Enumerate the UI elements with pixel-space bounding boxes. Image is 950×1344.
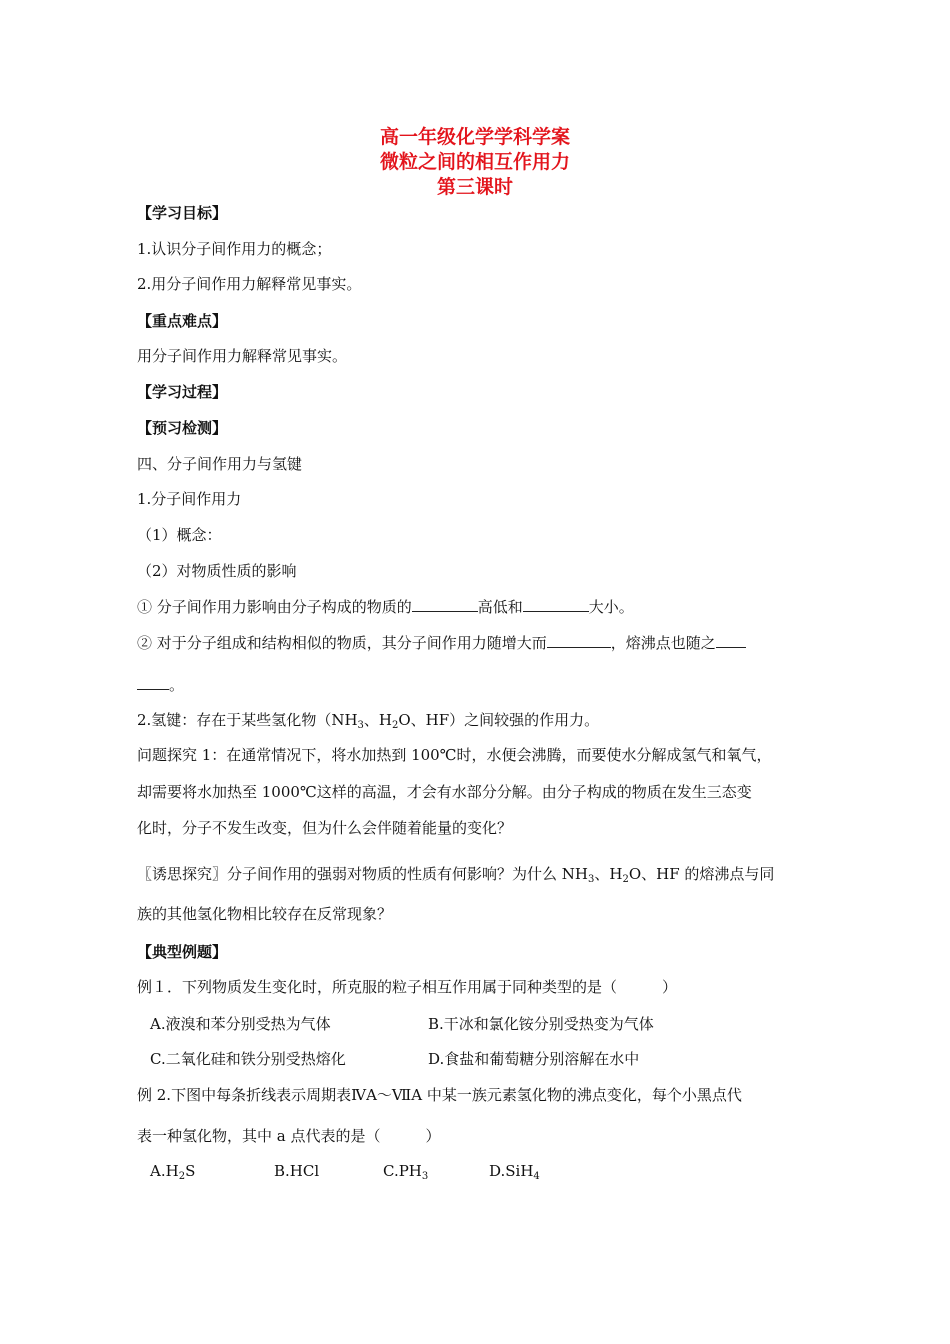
subscript: 2 xyxy=(392,720,399,731)
example-1: 例１．下列物质发生变化时，所克服的粒子相互作用属于同种类型的是（ ） xyxy=(137,978,678,996)
fill-a-mid: 高低和 xyxy=(477,598,523,616)
item-1: 1.分子间作用力 xyxy=(137,490,242,508)
option-2b: B.HCl xyxy=(274,1162,320,1180)
item-1-concept: （1）概念： xyxy=(137,526,222,544)
fill-line-b-cont xyxy=(137,675,184,695)
text-run: 、H xyxy=(363,711,392,729)
lesson-number: 第三课时 xyxy=(436,176,513,198)
fill-b-pre: ② 对于分子组成和结构相似的物质，其分子间作用力随增大而 xyxy=(137,634,547,652)
fill-a-pre: ① 分子间作用力影响由分子构成的物质的 xyxy=(137,598,412,616)
text-run: O、HF 的熔沸点与同 xyxy=(628,865,775,883)
heading-key: 【重点难点】 xyxy=(137,312,228,330)
option-2a xyxy=(150,1161,195,1181)
text-run: C.PH xyxy=(383,1162,422,1180)
option-1a: A.液溴和苯分别受热为气体 xyxy=(150,1015,331,1033)
heading-process: 【学习过程】 xyxy=(137,383,228,401)
question-1-line-3: 化时，分子不发生改变，但为什么会伴随着能量的变化？ xyxy=(137,819,513,837)
text-run: D.SiH xyxy=(489,1162,534,1180)
subscript: 3 xyxy=(421,1171,429,1182)
subscript: 3 xyxy=(587,874,595,885)
heading-goals: 【学习目标】 xyxy=(137,204,228,222)
blank-field[interactable] xyxy=(547,633,611,648)
think-line-1 xyxy=(137,864,774,884)
blank-field[interactable] xyxy=(716,633,746,648)
fill-b-mid: ，熔沸点也随之 xyxy=(610,634,716,652)
subscript: 2 xyxy=(622,874,629,885)
example-2-line-1: 例 2.下图中每条折线表示周期表ⅣA～ⅦA 中某一族元素氢化物的沸点变化，每个小黑点代 xyxy=(137,1086,742,1104)
blank-field[interactable] xyxy=(137,675,169,690)
subscript: 2 xyxy=(178,1171,186,1182)
doc-subtitle: 微粒之间的相互作用力 xyxy=(379,151,570,173)
text-run: 、H xyxy=(594,865,623,883)
goal-1: 1.认识分子间作用力的概念； xyxy=(137,240,332,258)
doc-title: 高一年级化学学科学案 xyxy=(379,126,570,148)
option-2c xyxy=(383,1161,428,1181)
key-text: 用分子间作用力解释常见事实。 xyxy=(137,347,348,365)
think-line-2: 族的其他氢化物相比较存在反常现象？ xyxy=(137,905,393,923)
fill-b-end: 。 xyxy=(169,676,185,694)
subscript: 4 xyxy=(533,1171,540,1182)
text-run: O、HF）之间较强的作用力。 xyxy=(398,711,600,729)
fill-line-b xyxy=(137,633,746,653)
text-run: S xyxy=(185,1162,196,1180)
fill-a-post: 大小。 xyxy=(588,598,634,616)
option-1d: D.食盐和葡萄糖分别溶解在水中 xyxy=(428,1050,640,1068)
question-1-line-1: 问题探究 1：在通常情况下，将水加热到 100℃时，水便会沸腾，而要使水分解成氢气和氧气， xyxy=(137,746,772,764)
example-2-line-2: 表一种氢化物，其中 a 点代表的是（ ） xyxy=(137,1127,441,1145)
subscript: 3 xyxy=(357,720,364,731)
option-1c: C.二氧化硅和铁分别受热熔化 xyxy=(150,1050,346,1068)
goal-2: 2.用分子间作用力解释常见事实。 xyxy=(137,275,362,293)
option-2d xyxy=(489,1161,540,1181)
blank-field[interactable] xyxy=(523,597,589,612)
option-1b: B.干冰和氯化铵分别受热变为气体 xyxy=(428,1015,654,1033)
heading-examples: 【典型例题】 xyxy=(137,943,228,961)
text-run: 2.氢键：存在于某些氢化物（NH xyxy=(137,711,358,729)
item-1-effect: （2）对物质性质的影响 xyxy=(137,562,297,580)
fill-line-a xyxy=(137,597,634,617)
part-4-heading: 四、分子间作用力与氢键 xyxy=(137,455,303,473)
text-run: 〖诱思探究〗分子间作用的强弱对物质的性质有何影响？为什么 NH xyxy=(137,865,588,883)
blank-field[interactable] xyxy=(412,597,478,612)
text-run: A.H xyxy=(150,1162,179,1180)
item-2-hydrogen-bond xyxy=(137,710,599,730)
heading-preview: 【预习检测】 xyxy=(137,419,228,437)
question-1-line-2: 却需要将水加热至 1000℃这样的高温，才会有水部分分解。由分子构成的物质在发生三态变 xyxy=(137,783,752,801)
